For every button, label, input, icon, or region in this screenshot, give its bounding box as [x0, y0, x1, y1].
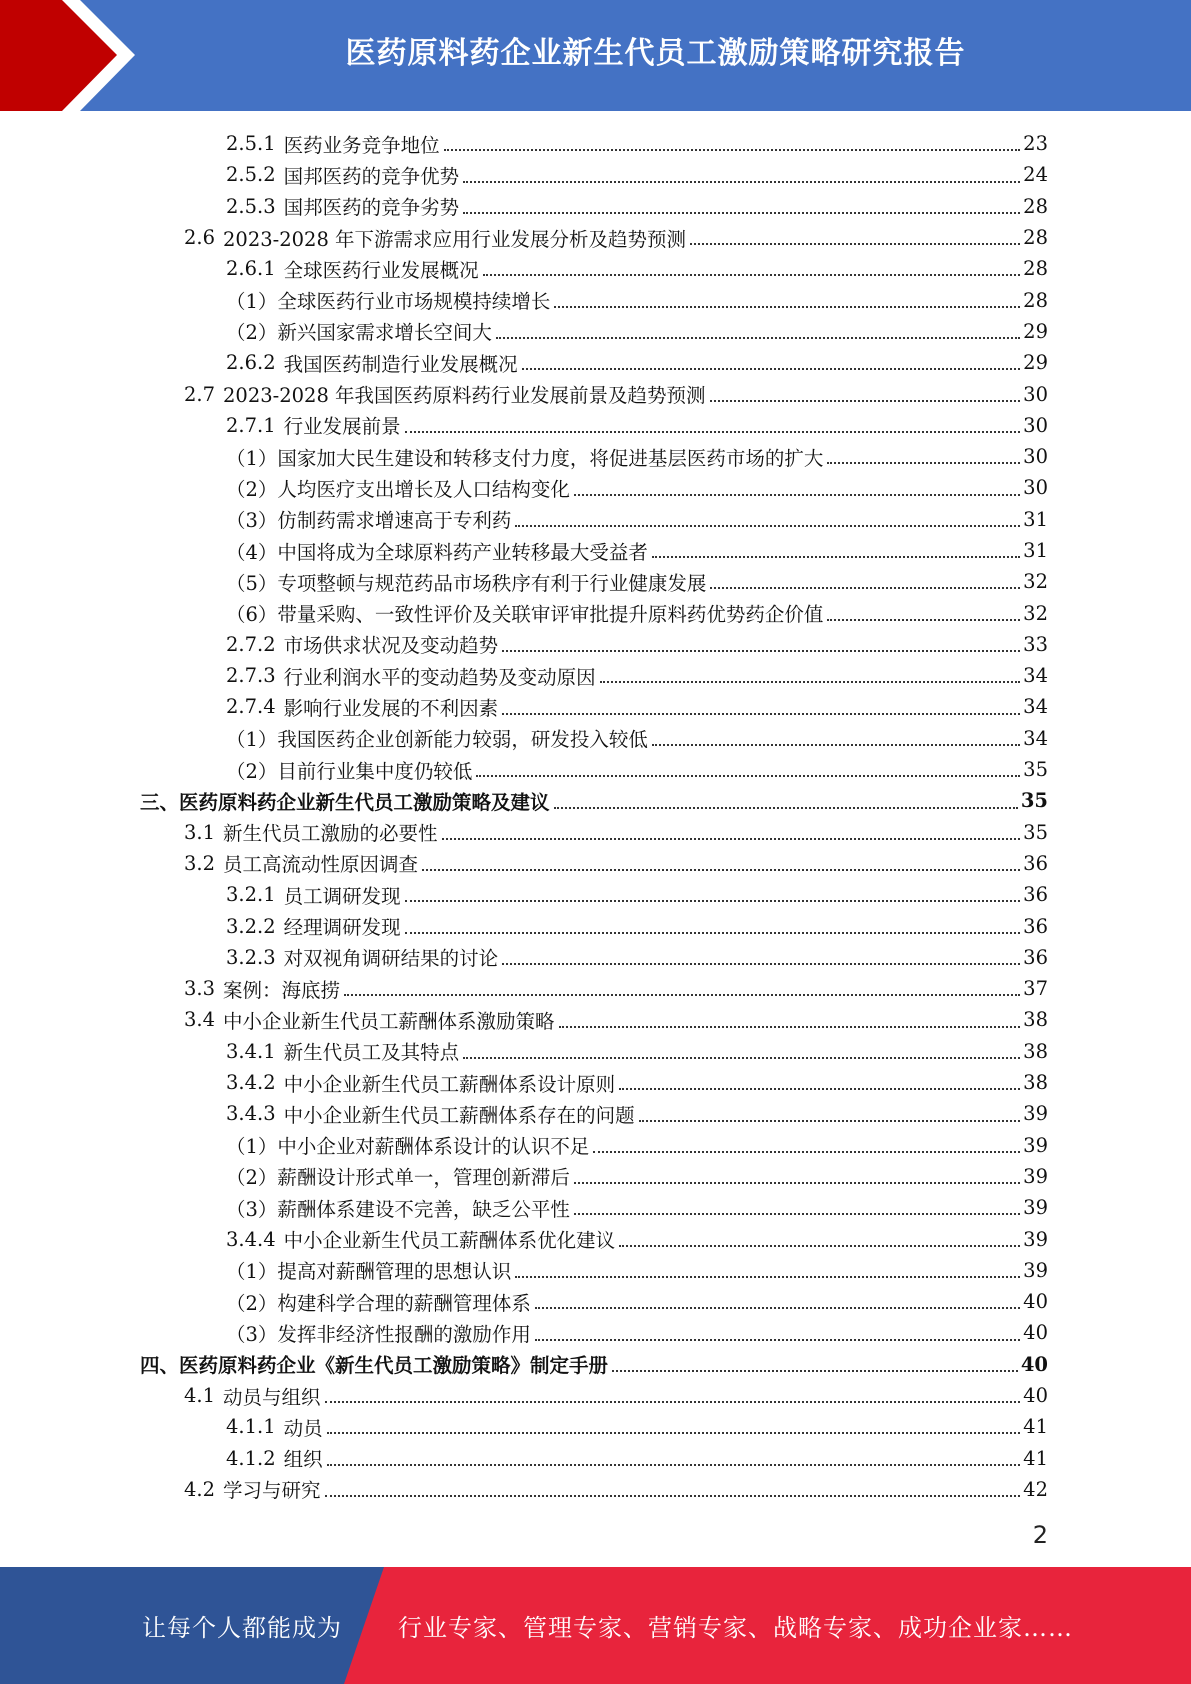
toc-entry-page: 36: [1023, 883, 1048, 907]
toc-entry-number: （2）: [226, 321, 278, 345]
toc-dot-leader: [405, 932, 1021, 934]
toc-entry-title: 我国医药企业创新能力较弱，研发投入较低: [277, 728, 648, 752]
toc-entry[interactable]: [140, 754, 1048, 785]
toc-entry[interactable]: [140, 284, 1048, 315]
toc-dot-leader: [327, 1432, 1021, 1434]
toc-entry[interactable]: [140, 1286, 1048, 1317]
toc-entry-number: 3.2: [184, 851, 216, 875]
report-title: 医药原料药企业新生代员工激励策略研究报告: [345, 36, 966, 71]
footer-slogan-left: 让每个人都能成为: [142, 1614, 342, 1642]
toc-dot-leader: [554, 807, 1018, 809]
toc-entry[interactable]: [140, 566, 1048, 597]
toc-entry-number: （1）: [226, 446, 278, 470]
toc-dot-leader: [652, 556, 1020, 558]
toc-dot-leader: [405, 431, 1021, 433]
toc-entry-title: 员工高流动性原因调查: [223, 853, 419, 877]
toc-entry-number: （1）: [226, 1135, 278, 1159]
toc-entry-page: 28: [1023, 226, 1048, 250]
toc-entry-page: 35: [1023, 758, 1048, 782]
toc-entry-page: 37: [1023, 977, 1048, 1001]
toc-entry-title: 中小企业新生代员工薪酬体系存在的问题: [283, 1103, 635, 1127]
toc-entry-number: （6）: [226, 603, 278, 627]
toc-dot-leader: [690, 243, 1020, 245]
toc-entry-title: 薪酬设计形式单一，管理创新滞后: [277, 1166, 570, 1190]
toc-entry-page: 36: [1023, 851, 1048, 875]
toc-entry-page: 28: [1023, 194, 1048, 218]
toc-entry-page: 38: [1023, 1008, 1048, 1032]
toc-dot-leader: [515, 1276, 1020, 1278]
toc-dot-leader: [827, 462, 1020, 464]
page-header: [0, 0, 1191, 111]
toc-entry-title: 新生代员工及其特点: [283, 1041, 460, 1065]
toc-entry-title: 发挥非经济性报酬的激励作用: [277, 1322, 531, 1346]
toc-entry-number: （2）: [226, 1291, 278, 1315]
toc-entry-page: 30: [1023, 445, 1048, 469]
toc-entry-number: 2.6: [184, 226, 216, 250]
toc-entry[interactable]: [140, 817, 1048, 848]
toc-entry-title: 医药原料药企业《新生代员工激励策略》制定手册: [179, 1354, 609, 1378]
toc-dot-leader: [600, 681, 1021, 683]
toc-dot-leader: [422, 869, 1020, 871]
toc-entry-title: 案例：海底捞: [223, 978, 341, 1002]
toc-dot-leader: [515, 525, 1020, 527]
toc-entry[interactable]: [140, 1067, 1048, 1098]
toc-entry-title: 提高对薪酬管理的思想认识: [277, 1260, 512, 1284]
toc-entry-number: （1）: [226, 1260, 278, 1284]
toc-entry-number: 3.4.4: [226, 1227, 276, 1251]
page-number: 2: [1032, 1521, 1048, 1549]
toc-dot-leader: [502, 713, 1020, 715]
toc-entry-page: 31: [1023, 507, 1048, 531]
toc-entry[interactable]: [140, 378, 1048, 409]
toc-entry-number: 三、: [140, 790, 180, 814]
toc-entry-number: （3）: [226, 1197, 278, 1221]
toc-entry[interactable]: [140, 1411, 1048, 1442]
toc-dot-leader: [652, 744, 1020, 746]
toc-dot-leader: [554, 306, 1020, 308]
toc-entry-number: 4.1: [184, 1384, 216, 1408]
toc-entry[interactable]: [140, 128, 1048, 159]
toc-entry-page: 36: [1023, 914, 1048, 938]
toc-dot-leader: [502, 963, 1020, 965]
toc-dot-leader: [619, 1088, 1020, 1090]
toc-entry[interactable]: [140, 441, 1048, 472]
toc-dot-leader: [327, 1464, 1021, 1466]
toc-entry-page: 33: [1023, 632, 1048, 656]
toc-entry-title: 中国将成为全球原料药产业转移最大受益者: [277, 540, 648, 564]
toc-entry-page: 35: [1020, 789, 1048, 813]
toc-dot-leader: [574, 494, 1020, 496]
toc-entry-title: 新生代员工激励的必要性: [223, 822, 438, 846]
toc-entry-title: 医药原料药企业新生代员工激励策略及建议: [179, 790, 550, 814]
toc-entry[interactable]: [140, 472, 1048, 503]
toc-entry[interactable]: [140, 347, 1048, 378]
toc-entry-page: 28: [1023, 288, 1048, 312]
toc-entry[interactable]: [140, 942, 1048, 973]
toc-entry-page: 39: [1023, 1102, 1048, 1126]
toc-entry-number: （2）: [226, 477, 278, 501]
toc-entry-number: 四、: [140, 1354, 180, 1378]
toc-entry-title: 目前行业集中度仍较低: [277, 759, 473, 783]
toc-entry-title: 组织: [283, 1448, 323, 1472]
toc-dot-leader: [442, 838, 1021, 840]
toc-entry-number: 2.7.4: [226, 695, 276, 719]
toc-entry-page: 41: [1023, 1446, 1048, 1470]
toc-entry-number: 3.3: [184, 977, 216, 1001]
toc-entry[interactable]: [140, 410, 1048, 441]
toc-entry[interactable]: [140, 848, 1048, 879]
toc-entry[interactable]: [140, 1036, 1048, 1067]
toc-entry[interactable]: [140, 1004, 1048, 1035]
toc-entry-title: 带量采购、一致性评价及关联审评审批提升原料药优势药企价值: [277, 603, 824, 627]
toc-entry[interactable]: [140, 973, 1048, 1004]
toc-entry-number: （5）: [226, 571, 278, 595]
toc-entry-number: （3）: [226, 509, 278, 533]
toc-entry[interactable]: [140, 504, 1048, 535]
toc-entry-page: 30: [1023, 476, 1048, 500]
table-of-contents: [140, 128, 1048, 1505]
toc-entry-title: 专项整顿与规范药品市场秩序有利于行业健康发展: [277, 571, 707, 595]
toc-dot-leader: [476, 775, 1020, 777]
toc-entry-page: 38: [1023, 1071, 1048, 1095]
toc-entry-page: 39: [1023, 1227, 1048, 1251]
toc-entry-title: 行业发展前景: [283, 415, 401, 439]
toc-entry-title: 新兴国家需求增长空间大: [277, 321, 492, 345]
toc-dot-leader: [483, 274, 1021, 276]
toc-dot-leader: [619, 1245, 1020, 1247]
toc-entry-title: 我国医药制造行业发展概况: [283, 352, 518, 376]
toc-entry-page: 39: [1023, 1133, 1048, 1157]
toc-entry-page: 40: [1023, 1321, 1048, 1345]
toc-entry-page: 29: [1023, 319, 1048, 343]
toc-entry[interactable]: [140, 222, 1048, 253]
toc-entry-page: 28: [1023, 257, 1048, 281]
toc-dot-leader: [522, 368, 1021, 370]
toc-entry-title: 市场供求状况及变动趋势: [283, 634, 499, 658]
toc-entry-number: 3.1: [184, 820, 216, 844]
toc-entry-number: 2.7.2: [226, 632, 276, 656]
toc-entry[interactable]: [140, 1474, 1048, 1505]
page-footer: [0, 1567, 1191, 1684]
toc-entry-page: 40: [1020, 1352, 1048, 1376]
toc-entry-page: 30: [1023, 382, 1048, 406]
toc-entry[interactable]: [140, 629, 1048, 660]
toc-dot-leader: [574, 1213, 1020, 1215]
toc-entry-title: 中小企业新生代员工薪酬体系激励策略: [223, 1009, 555, 1033]
toc-entry[interactable]: [140, 253, 1048, 284]
toc-entry[interactable]: [140, 1380, 1048, 1411]
toc-dot-leader: [325, 1495, 1021, 1497]
toc-dot-leader: [612, 1370, 1018, 1372]
toc-entry-page: 23: [1023, 132, 1048, 156]
toc-entry-page: 42: [1023, 1477, 1048, 1501]
toc-entry-number: 2.5.2: [226, 163, 276, 187]
toc-entry-title: 薪酬体系建设不完善，缺乏公平性: [277, 1197, 570, 1221]
toc-entry-title: 2023-2028 年下游需求应用行业发展分析及趋势预测: [223, 227, 687, 251]
toc-dot-leader: [444, 149, 1021, 151]
toc-entry-title: 经理调研发现: [283, 916, 401, 940]
toc-entry-page: 39: [1023, 1164, 1048, 1188]
toc-dot-leader: [639, 1120, 1021, 1122]
toc-entry[interactable]: [140, 1349, 1048, 1380]
toc-entry-page: 35: [1023, 820, 1048, 844]
toc-entry[interactable]: [140, 1130, 1048, 1161]
toc-entry-number: （1）: [226, 290, 278, 314]
toc-entry-title: 动员与组织: [223, 1385, 321, 1409]
toc-entry-number: 2.7.1: [226, 413, 276, 437]
toc-entry-number: （2）: [226, 1166, 278, 1190]
toc-entry[interactable]: [140, 723, 1048, 754]
toc-entry-number: 3.2.3: [226, 945, 276, 969]
toc-entry[interactable]: [140, 1223, 1048, 1254]
toc-dot-leader: [535, 1339, 1020, 1341]
toc-entry-page: 24: [1023, 163, 1048, 187]
toc-entry[interactable]: [140, 660, 1048, 691]
toc-entry-page: 38: [1023, 1039, 1048, 1063]
toc-entry-title: 影响行业发展的不利因素: [283, 696, 499, 720]
toc-entry-title: 国邦医药的竞争劣势: [283, 196, 460, 220]
toc-entry-page: 36: [1023, 945, 1048, 969]
toc-entry-page: 34: [1023, 695, 1048, 719]
toc-entry[interactable]: [140, 879, 1048, 910]
toc-entry-title: 2023-2028 年我国医药原料药行业发展前景及趋势预测: [223, 384, 706, 408]
toc-entry-page: 31: [1023, 539, 1048, 562]
toc-entry-number: （1）: [226, 728, 278, 752]
toc-entry-title: 构建科学合理的薪酬管理体系: [277, 1291, 531, 1315]
header-arrow-decoration: [0, 0, 160, 111]
toc-entry-number: （4）: [226, 540, 278, 564]
toc-entry-number: 3.4.2: [226, 1071, 276, 1095]
toc-entry-page: 30: [1023, 413, 1048, 437]
toc-entry-number: 4.1.2: [226, 1446, 276, 1470]
toc-entry[interactable]: [140, 1255, 1048, 1286]
toc-entry-title: 动员: [283, 1416, 323, 1440]
toc-entry[interactable]: [140, 1161, 1048, 1192]
toc-entry-title: 中小企业对薪酬体系设计的认识不足: [277, 1135, 590, 1159]
toc-dot-leader: [325, 1401, 1021, 1403]
toc-entry-page: 40: [1023, 1384, 1048, 1408]
toc-entry-number: 2.7.3: [226, 664, 276, 688]
toc-entry-page: 39: [1023, 1258, 1048, 1282]
toc-entry-number: 3.4.1: [226, 1039, 276, 1063]
toc-entry-number: 3.2.2: [226, 914, 276, 938]
toc-entry-title: 国家加大民生建设和转移支付力度，将促进基层医药市场的扩大: [277, 446, 824, 470]
toc-dot-leader: [344, 994, 1020, 996]
toc-entry-number: 4.1.1: [226, 1415, 276, 1439]
toc-entry[interactable]: [140, 1317, 1048, 1348]
toc-entry-page: 40: [1023, 1290, 1048, 1314]
toc-entry-title: 中小企业新生代员工薪酬体系设计原则: [283, 1072, 616, 1096]
toc-dot-leader: [559, 1026, 1021, 1028]
toc-entry-number: 2.6.2: [226, 351, 276, 375]
toc-dot-leader: [574, 1182, 1020, 1184]
toc-entry-number: （2）: [226, 759, 278, 783]
toc-entry-number: 2.7: [184, 382, 216, 406]
toc-entry-page: 34: [1023, 726, 1048, 750]
toc-dot-leader: [593, 1151, 1020, 1153]
toc-entry-number: 2.6.1: [226, 257, 276, 281]
toc-entry-title: 行业利润水平的变动趋势及变动原因: [283, 665, 596, 689]
toc-entry[interactable]: [140, 191, 1048, 222]
toc-entry-page: 29: [1023, 351, 1048, 375]
toc-entry[interactable]: [140, 910, 1048, 941]
toc-dot-leader: [710, 400, 1021, 402]
toc-entry-number: 2.5.1: [226, 132, 276, 156]
toc-dot-leader: [502, 650, 1020, 652]
toc-entry-page: 34: [1023, 664, 1048, 688]
toc-entry[interactable]: [140, 535, 1048, 566]
toc-entry-number: 3.4.3: [226, 1102, 276, 1126]
toc-entry-title: 国邦医药的竞争优势: [283, 164, 460, 188]
toc-entry[interactable]: [140, 1098, 1048, 1129]
toc-dot-leader: [710, 587, 1020, 589]
toc-entry[interactable]: [140, 597, 1048, 628]
toc-entry[interactable]: [140, 691, 1048, 722]
toc-entry[interactable]: [140, 159, 1048, 190]
toc-entry[interactable]: [140, 785, 1048, 816]
toc-entry-title: 仿制药需求增速高于专利药: [277, 509, 512, 533]
toc-entry-number: 4.2: [184, 1477, 216, 1501]
toc-entry[interactable]: [140, 1192, 1048, 1223]
toc-entry[interactable]: [140, 1442, 1048, 1473]
footer-slogan-right: 行业专家、管理专家、营销专家、战略专家、成功企业家……: [398, 1614, 1073, 1642]
toc-dot-leader: [496, 337, 1020, 339]
toc-dot-leader: [535, 1307, 1020, 1309]
toc-dot-leader: [463, 181, 1020, 183]
toc-dot-leader: [463, 1057, 1020, 1059]
toc-dot-leader: [827, 619, 1020, 621]
toc-entry-title: 人均医疗支出增长及人口结构变化: [277, 477, 570, 501]
toc-entry-title: 全球医药行业发展概况: [283, 258, 479, 282]
toc-entry-title: 全球医药行业市场规模持续增长: [277, 290, 551, 314]
toc-entry-page: 32: [1023, 570, 1048, 594]
toc-entry-title: 学习与研究: [223, 1479, 321, 1503]
toc-entry-page: 39: [1023, 1196, 1048, 1220]
toc-entry-number: 3.4: [184, 1008, 216, 1032]
toc-entry-number: （3）: [226, 1322, 278, 1346]
toc-entry-page: 41: [1023, 1415, 1048, 1439]
toc-entry-title: 医药业务竞争地位: [283, 133, 440, 157]
toc-entry-page: 32: [1023, 601, 1048, 625]
toc-entry-title: 员工调研发现: [283, 884, 401, 908]
toc-entry[interactable]: [140, 316, 1048, 347]
toc-entry-number: 2.5.3: [226, 194, 276, 218]
toc-dot-leader: [463, 212, 1020, 214]
toc-entry-title: 对双视角调研结果的讨论: [283, 947, 499, 971]
toc-entry-title: 中小企业新生代员工薪酬体系优化建议: [283, 1229, 616, 1253]
toc-entry-number: 3.2.1: [226, 883, 276, 907]
toc-dot-leader: [405, 900, 1021, 902]
